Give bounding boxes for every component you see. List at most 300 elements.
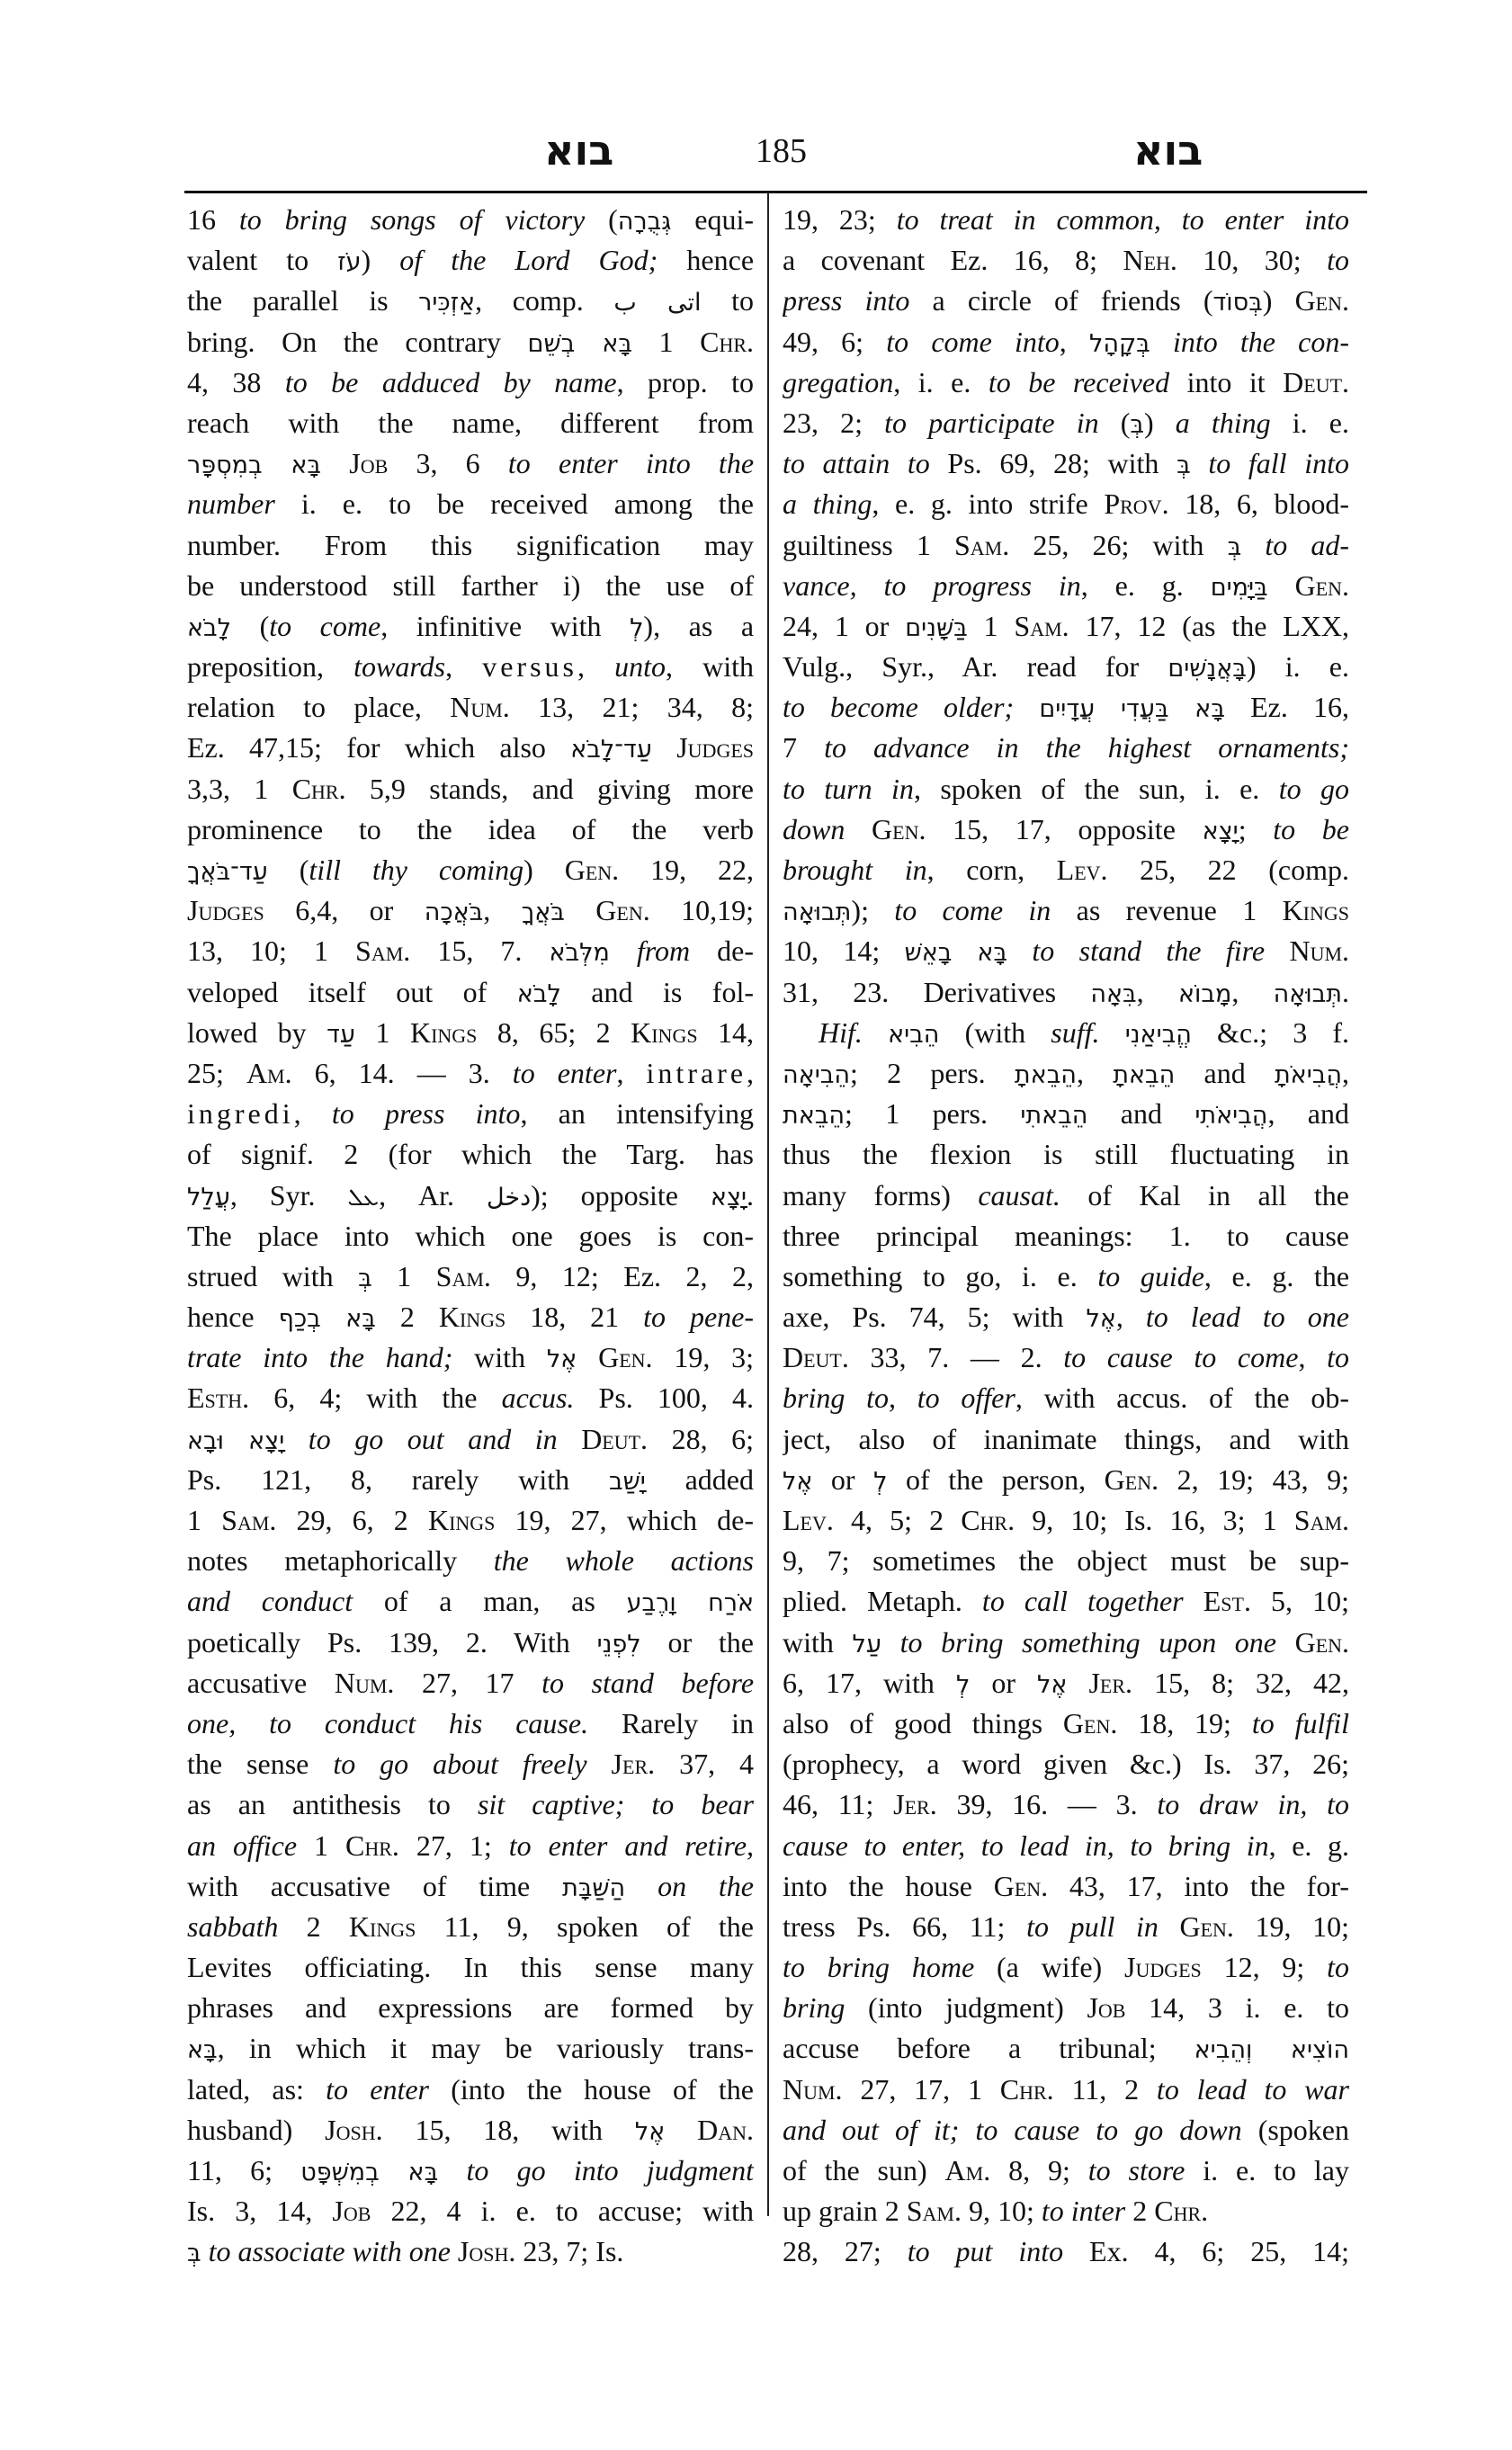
hebrew-word: אֶל	[783, 1467, 813, 1496]
text-run: 27, 17, 1	[842, 2072, 1000, 2106]
book-reference: Gen.	[595, 894, 650, 927]
text-run: to	[701, 284, 754, 317]
italic-run: cause to enter, to lead in, to bring in	[783, 1829, 1269, 1862]
text-run: 2, 19; 43, 9;	[1159, 1462, 1349, 1496]
text-run: 15, 7.	[410, 934, 550, 968]
text-run: prominence to the idea of the verb	[187, 812, 754, 845]
text-line	[783, 1744, 1349, 1784]
book-reference: Kings	[427, 1504, 496, 1536]
text-run: , e. g.	[1268, 1829, 1349, 1862]
text-run	[1014, 691, 1039, 723]
text-run: or	[812, 1462, 874, 1496]
text-run	[1007, 934, 1032, 967]
text-run: and	[1087, 1097, 1195, 1131]
running-headword-right: בוא	[1133, 126, 1203, 174]
text-run: , and	[1267, 1097, 1349, 1131]
text-line	[187, 1256, 754, 1297]
text-run: with accusative of time	[187, 1869, 563, 1902]
text-line	[187, 1866, 754, 1907]
text-run: 6,4, or	[264, 894, 425, 927]
italic-run: to lead to one	[1145, 1301, 1349, 1334]
text-run: 37, 4	[655, 1748, 754, 1781]
text-run: preposition,	[187, 650, 354, 684]
hebrew-word: מִלְּבֹא	[549, 939, 610, 968]
text-line	[783, 2191, 1349, 2231]
book-reference: Gen.	[598, 1341, 653, 1374]
syriac-word: ܥܠ	[347, 1183, 380, 1212]
text-line	[187, 1947, 754, 1988]
text-run: 11, 9, spoken of the	[416, 1909, 754, 1943]
hebrew-word: לָבֹא	[187, 613, 232, 642]
text-run: 5,9 stands, and giving more	[345, 772, 754, 805]
text-line	[783, 1094, 1349, 1134]
text-line	[187, 1826, 754, 1866]
text-run: The place into which one goes is con-	[187, 1219, 754, 1252]
text-run: 15, 8; 32, 42,	[1132, 1666, 1349, 1699]
book-reference: Chr.	[345, 1829, 399, 1862]
text-line	[187, 1419, 754, 1460]
italic-run: gregation	[783, 365, 894, 398]
text-line	[783, 1907, 1349, 1947]
text-run: Vulg., Syr., Ar. read for	[783, 650, 1168, 684]
text-line	[187, 972, 754, 1013]
italic-run: to lead to war	[1156, 2072, 1349, 2106]
text-line	[783, 1460, 1349, 1500]
text-run	[665, 2114, 697, 2146]
text-run: , infinitive with	[380, 609, 631, 642]
text-run: 3, 6	[388, 447, 508, 480]
text-run: 13, 10; 1	[187, 934, 356, 968]
text-line	[783, 1866, 1349, 1907]
book-reference: Dan.	[697, 2113, 754, 2146]
italic-run: of the Lord God;	[399, 244, 658, 277]
text-line	[783, 1216, 1349, 1256]
hebrew-word: הֵבֵאתָ	[1113, 1060, 1176, 1089]
text-run: 4, 38	[187, 365, 285, 398]
running-headword-left: בוא	[544, 126, 614, 174]
text-run: of signif. 2 (for which the Targ. has	[187, 1138, 754, 1171]
text-line	[783, 850, 1349, 890]
text-run: 19, 27, which de-	[495, 1504, 754, 1536]
italic-run: to attain to	[783, 447, 930, 480]
text-line	[783, 728, 1349, 768]
italic-run: bring	[783, 1991, 845, 2025]
italic-run: to come in	[894, 894, 1051, 927]
text-line	[783, 2110, 1349, 2150]
text-line	[187, 403, 754, 443]
book-reference: Chr.	[700, 325, 754, 358]
text-run: Ez. 16,	[1224, 691, 1349, 724]
text-run	[1276, 1626, 1295, 1659]
text-run: into it	[1169, 365, 1284, 398]
italic-run: accus.	[501, 1381, 575, 1415]
text-run: with	[783, 1625, 853, 1659]
text-line	[783, 362, 1349, 403]
text-run: 25;	[187, 1056, 246, 1089]
text-line	[187, 931, 754, 971]
italic-run: to put into	[907, 2235, 1064, 2268]
italic-run: to go out and in	[308, 1422, 558, 1455]
text-run: 6, 17, with	[783, 1666, 956, 1699]
text-line	[783, 2028, 1349, 2069]
text-run	[201, 2235, 209, 2267]
text-line	[187, 890, 754, 931]
text-run	[1100, 1016, 1125, 1049]
text-run: 1	[967, 609, 1015, 642]
hebrew-word: בָּא	[187, 2036, 218, 2065]
italic-run: to come	[269, 609, 381, 642]
text-run: 46, 11;	[783, 1788, 894, 1821]
book-reference: Am.	[944, 2154, 991, 2186]
text-run: 9, 7; sometimes the object must be sup-	[783, 1544, 1349, 1578]
text-run: , spoken of the sun, i. e.	[913, 772, 1279, 805]
text-run: bring. On the contrary	[187, 325, 528, 358]
text-run: , with accus. of the ob-	[1015, 1381, 1349, 1415]
text-run: 23, 2;	[783, 406, 885, 439]
text-run: 2	[375, 1301, 439, 1334]
text-run	[1150, 326, 1173, 358]
book-reference: Gen.	[993, 1869, 1049, 1902]
italic-run: to enter and retire,	[508, 1829, 754, 1862]
text-line	[187, 2231, 754, 2272]
text-run: (into the house of the	[429, 2072, 754, 2106]
text-run: ,	[445, 650, 483, 684]
hebrew-word: בָּא בְשֵׁם	[527, 329, 632, 358]
text-run: ject, also of inanimate things, and with	[783, 1422, 1349, 1455]
text-run: 14,	[697, 1015, 754, 1049]
italic-run: press into	[783, 284, 910, 317]
text-run: 19, 23;	[783, 203, 897, 236]
text-run: (spoken	[1241, 2113, 1349, 2146]
text-run	[577, 1341, 598, 1373]
text-line	[187, 2191, 754, 2231]
hebrew-word: הֵבִיאָה	[783, 1060, 850, 1089]
text-run: 2	[278, 1909, 349, 1943]
latin-gloss: intrare	[646, 1056, 747, 1089]
text-run: number. From this signification may	[187, 528, 754, 561]
italic-run: to advance in the highest ornaments;	[824, 731, 1349, 765]
italic-run: to pene-	[643, 1301, 754, 1334]
italic-run: to associate with one	[208, 2235, 451, 2268]
text-run: 27, 1;	[398, 1829, 509, 1862]
italic-run: to enter into the	[507, 447, 754, 480]
italic-run: an office	[187, 1829, 298, 1862]
hebrew-word: לָבֹא	[516, 979, 561, 1008]
text-run: 18, 6, blood-	[1168, 487, 1349, 521]
text-run: and	[1175, 1056, 1275, 1089]
text-run: of Kal in all the	[1060, 1178, 1349, 1212]
text-run: 12, 9;	[1201, 1951, 1328, 1984]
text-line	[783, 1541, 1349, 1581]
text-run: 27, 17	[394, 1666, 542, 1699]
text-run: 8, 65; 2	[477, 1015, 631, 1049]
text-run: );	[851, 894, 895, 927]
text-run: .	[1342, 975, 1349, 1008]
italic-run: and conduct	[187, 1585, 353, 1618]
hebrew-word: בְּ	[187, 2240, 201, 2268]
text-run: 17, 12 (as the LXX,	[1069, 609, 1349, 642]
text-line	[783, 1623, 1349, 1663]
text-run: Is. 3, 14,	[187, 2195, 333, 2228]
italic-run: to come into	[886, 325, 1060, 358]
text-line	[783, 322, 1349, 362]
text-line	[187, 606, 754, 647]
book-reference: Sam.	[906, 2195, 962, 2228]
italic-run: to participate in	[884, 406, 1099, 439]
hebrew-word: בְּסוֹד	[1212, 289, 1263, 317]
hebrew-word: בַּשָּׁנִים	[905, 613, 968, 642]
text-run: , e. g. into strife	[872, 487, 1105, 521]
text-run: hence	[187, 1301, 279, 1334]
italic-run: to ad-	[1265, 528, 1349, 561]
hebrew-word: הֲבִיאֹתָ	[1274, 1060, 1343, 1089]
italic-run: the whole actions	[493, 1544, 754, 1578]
book-reference: Sam.	[1293, 1504, 1349, 1536]
italic-run: down	[783, 812, 845, 845]
text-run: 11, 2	[1053, 2072, 1157, 2106]
text-line	[783, 931, 1349, 971]
book-reference: Lev.	[783, 1504, 834, 1536]
italic-run: from	[636, 934, 691, 968]
book-reference: Jer.	[611, 1748, 656, 1781]
hebrew-word: הֵבֵאתָ	[1014, 1060, 1077, 1089]
text-run: , prop. to	[616, 365, 754, 398]
text-run: i. e. to lay	[1185, 2154, 1349, 2186]
hebrew-word: עַד־בֹּאֲךָ	[187, 858, 268, 886]
text-line	[187, 1541, 754, 1581]
text-line	[783, 1703, 1349, 1744]
text-run: lowed by	[187, 1015, 327, 1049]
text-line	[783, 687, 1349, 728]
text-line	[187, 1623, 754, 1663]
text-run: 6, 4; with the	[249, 1381, 502, 1415]
column-divider	[767, 192, 769, 2216]
text-run	[652, 731, 676, 764]
italic-run: to call together	[981, 1585, 1184, 1618]
text-line	[783, 281, 1349, 321]
text-run: ; 2 pers.	[849, 1056, 1015, 1089]
text-run: into the house	[783, 1869, 994, 1902]
italic-run: number	[187, 487, 275, 521]
text-run	[863, 1016, 888, 1049]
italic-run: to fall into	[1208, 447, 1349, 480]
hebrew-word: מָבוֹא	[1177, 979, 1232, 1008]
book-reference: Gen.	[1104, 1462, 1159, 1496]
italic-run: to be adduced by name	[284, 365, 617, 398]
italic-run: Hif.	[819, 1015, 863, 1049]
text-run: ,	[1076, 1056, 1114, 1089]
text-line	[187, 1378, 754, 1418]
text-run: )	[1143, 406, 1176, 439]
book-reference: Am.	[246, 1056, 292, 1089]
text-run: up grain 2	[783, 2195, 907, 2228]
latin-gloss: versus	[482, 650, 577, 684]
text-run	[1067, 1667, 1088, 1699]
book-reference: Chr.	[999, 2072, 1054, 2106]
book-reference: Judges	[187, 894, 264, 927]
book-reference: Kings	[1282, 894, 1349, 927]
italic-run: unto	[614, 650, 667, 684]
italic-run: to cause to come	[1063, 1341, 1299, 1374]
italic-run: to bring songs of victory	[238, 203, 586, 236]
text-run: something to go, i. e.	[783, 1259, 1098, 1292]
text-run: equi-	[671, 203, 754, 236]
hebrew-word: בַּיָּמִים	[1210, 573, 1268, 602]
text-run: 23, 7; Is.	[515, 2235, 624, 2268]
text-run: (prophecy, a word given &c.) Is. 37, 26;	[783, 1748, 1349, 1781]
hebrew-word: לְ	[955, 1670, 971, 1699]
hebrew-word: אֶל	[1086, 1305, 1116, 1334]
book-reference: Josh.	[325, 2113, 383, 2146]
book-reference: Sam.	[221, 1504, 277, 1536]
text-line	[783, 1988, 1349, 2028]
hebrew-word: הֲבִיאֹתִי	[1194, 1102, 1268, 1131]
book-reference: Kings	[348, 1909, 416, 1943]
text-run: ,	[1231, 975, 1274, 1008]
text-line	[187, 1744, 754, 1784]
book-reference: Neh.	[1123, 244, 1177, 277]
text-run	[321, 447, 349, 479]
book-reference: Job	[349, 447, 389, 480]
text-run: ,	[293, 1097, 332, 1131]
text-run	[587, 1748, 612, 1780]
text-run: many forms)	[783, 1178, 979, 1212]
text-run: poetically Ps. 139, 2. With	[187, 1625, 597, 1659]
text-run: 28, 6;	[648, 1422, 754, 1455]
text-run: , corn,	[926, 854, 1057, 886]
text-run: 5, 10;	[1250, 1585, 1349, 1618]
italic-run: to go	[1278, 772, 1349, 805]
text-run: 10, 14;	[783, 934, 905, 968]
italic-run: to draw in, to	[1157, 1788, 1349, 1821]
text-run: the parallel is	[187, 284, 419, 317]
text-line	[783, 890, 1349, 931]
text-run: ,	[616, 1056, 647, 1089]
text-run: of the person,	[887, 1462, 1105, 1496]
italic-run: to treat in common, to enter into	[896, 203, 1349, 236]
text-run: ;	[1238, 812, 1274, 845]
book-reference: Kings	[409, 1015, 478, 1049]
text-run: 16	[187, 203, 239, 236]
text-line	[783, 972, 1349, 1013]
text-run: veloped itself out of	[187, 975, 517, 1008]
text-line	[187, 1784, 754, 1825]
hebrew-word: אֶל	[1037, 1670, 1068, 1699]
text-run: hence	[658, 244, 754, 277]
text-run: 31, 23. Derivatives	[783, 975, 1091, 1008]
italic-run: to enter	[326, 2072, 430, 2106]
text-line	[187, 2110, 754, 2150]
text-run: valent to	[187, 244, 338, 277]
italic-run: a thing	[783, 487, 872, 521]
text-line	[783, 240, 1349, 281]
hebrew-word: אַזְכִּיר	[418, 289, 476, 317]
text-run: relation to place,	[187, 691, 451, 724]
text-run: 1	[632, 325, 701, 358]
text-run	[845, 813, 872, 845]
text-line	[783, 1297, 1349, 1337]
text-run: 13, 21; 34, 8;	[509, 691, 754, 724]
book-reference: Chr.	[1154, 2195, 1209, 2228]
text-run	[284, 1423, 309, 1455]
text-run: ), as a	[643, 609, 754, 642]
text-line	[187, 322, 754, 362]
text-run: (into judgment)	[845, 1991, 1087, 2025]
text-line	[187, 566, 754, 606]
text-line	[783, 1947, 1349, 1988]
text-line	[187, 1500, 754, 1541]
text-run: 19, 10;	[1233, 1909, 1349, 1943]
book-reference: Gen.	[1294, 1625, 1349, 1659]
italic-run: suff.	[1051, 1015, 1100, 1049]
italic-run: to be received	[988, 365, 1170, 398]
text-run: ,	[577, 650, 615, 684]
hebrew-word: בְּ	[358, 1264, 372, 1292]
italic-run: to become older;	[783, 691, 1015, 724]
text-line	[783, 1663, 1349, 1703]
text-line	[783, 1053, 1349, 1094]
page-header	[184, 126, 1367, 207]
text-run: 10, 30;	[1176, 244, 1328, 277]
text-run: ,	[747, 1056, 754, 1089]
text-run: of a man, as	[353, 1585, 627, 1618]
book-reference: Lev.	[1056, 854, 1108, 886]
text-run: , i. e.	[893, 365, 989, 398]
book-reference: Sam.	[435, 1259, 491, 1292]
hebrew-word: עַד־לָבֹא	[570, 736, 652, 765]
hebrew-word: בְּ	[1176, 452, 1191, 480]
text-run: (	[231, 609, 270, 642]
italic-run: to stand before	[541, 1666, 754, 1699]
italic-run: to guide	[1097, 1259, 1204, 1292]
italic-run: till thy coming	[309, 854, 524, 886]
italic-run: to	[1327, 1951, 1349, 1984]
text-run: de-	[690, 934, 754, 968]
hebrew-word: עַד	[327, 1020, 356, 1049]
book-reference: Kings	[438, 1301, 506, 1334]
italic-run: into the con-	[1172, 325, 1349, 358]
italic-run: sit captive; to bear	[477, 1788, 754, 1821]
text-run: )	[1262, 284, 1295, 317]
text-line	[783, 1176, 1349, 1216]
text-line	[783, 2070, 1349, 2110]
text-line	[187, 1988, 754, 2028]
book-reference: Prov.	[1104, 487, 1169, 521]
text-run: be understood still farther i) the use of	[187, 568, 754, 602]
text-line	[783, 2150, 1349, 2191]
hebrew-word: עֹז	[337, 248, 362, 277]
text-run: reach with the name, different from	[187, 406, 754, 439]
hebrew-word: יָצָא	[1202, 817, 1239, 845]
text-line	[187, 2150, 754, 2191]
text-run: 15, 18, with	[382, 2113, 635, 2146]
text-run: 10,19;	[649, 894, 754, 927]
text-line	[187, 769, 754, 809]
hebrew-word: בְּ	[1130, 410, 1144, 439]
text-line	[187, 443, 754, 484]
text-run: (with	[939, 1015, 1051, 1049]
text-run: Ps. 121, 8, rarely with	[187, 1462, 609, 1496]
text-run: 6, 14. — 3.	[291, 1056, 513, 1089]
text-line	[187, 1663, 754, 1703]
hebrew-word: עַל	[852, 1630, 882, 1659]
hebrew-word: בָּא בְכַף	[278, 1305, 376, 1334]
text-line	[187, 1013, 754, 1053]
text-line	[783, 1500, 1349, 1541]
hebrew-word: הֵבֵאת	[783, 1102, 845, 1131]
italic-run: trate into the hand;	[187, 1341, 453, 1374]
hebrew-word: אֶל	[546, 1346, 577, 1374]
